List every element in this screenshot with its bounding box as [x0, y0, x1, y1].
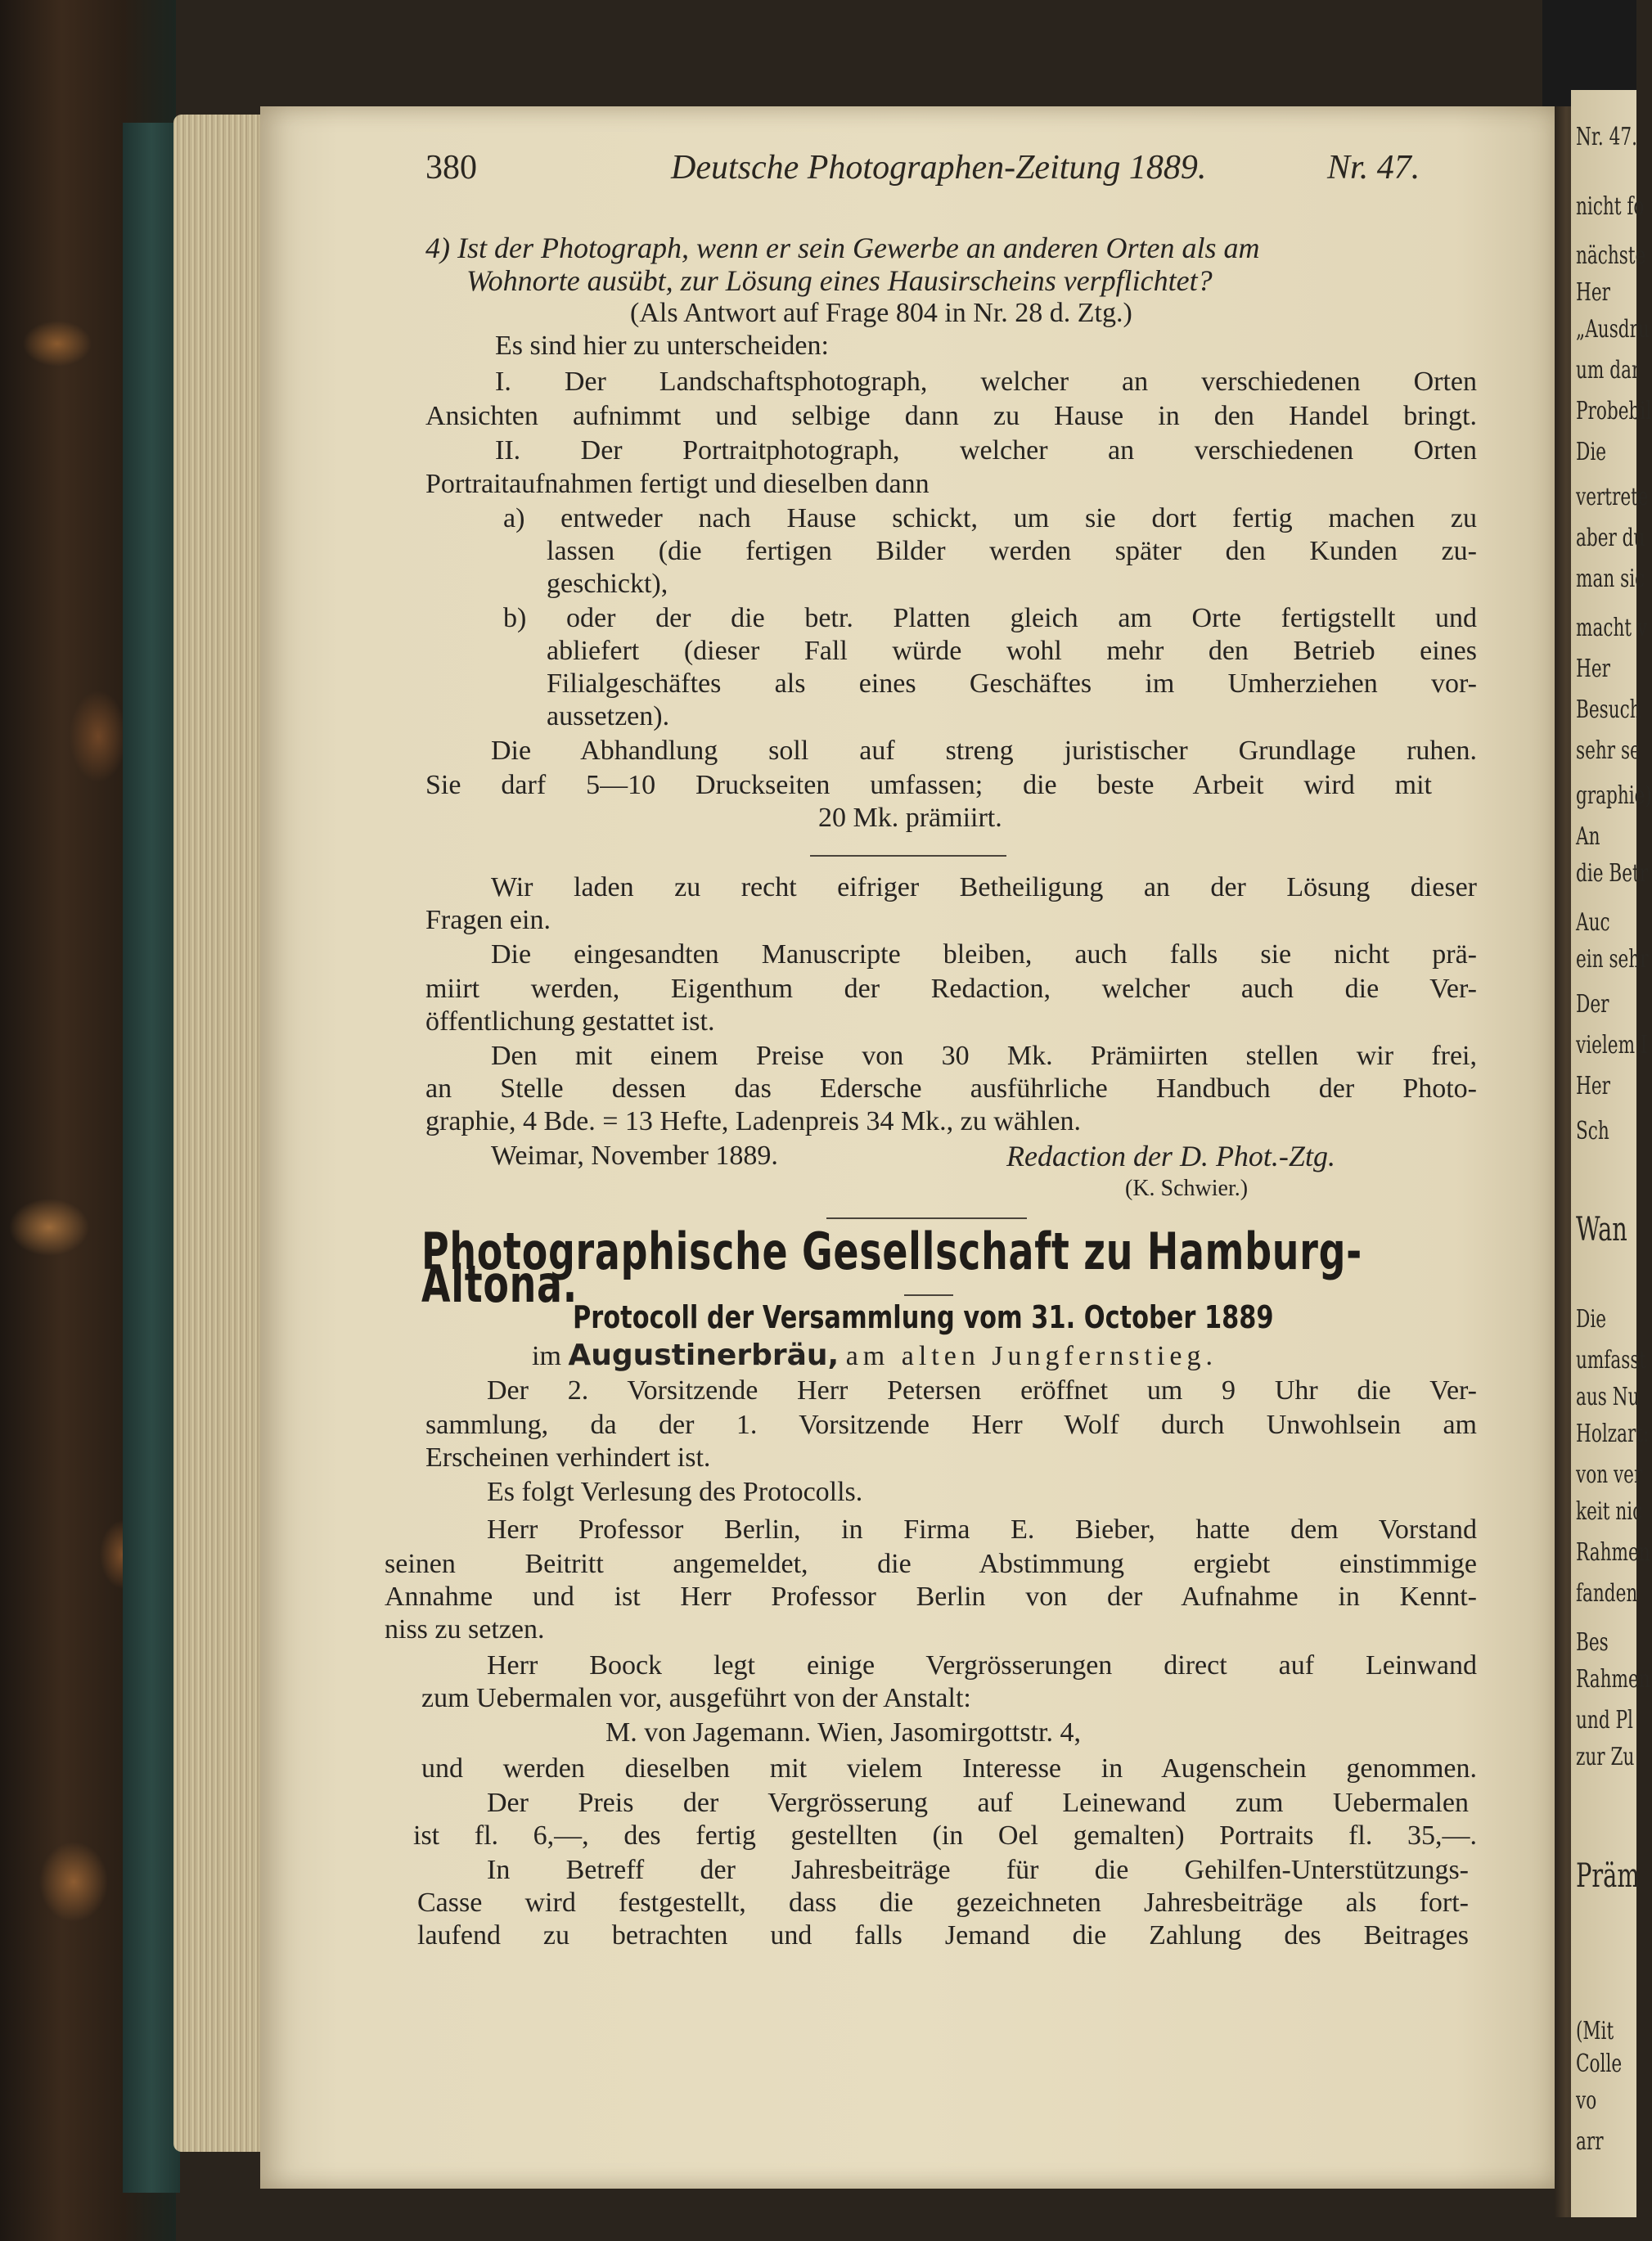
text-line: Erscheinen verhindert ist.	[425, 1442, 711, 1473]
answer-reference: (Als Antwort auf Frage 804 in Nr. 28 d. Ztg.)	[630, 298, 1132, 328]
text-line: lassen (die fertigen Bilder werden später den Kunden zu-	[547, 536, 1477, 566]
adjacent-page-text: Her	[1576, 655, 1610, 683]
adjacent-page-text: „Ausdru	[1576, 315, 1650, 344]
text-line: Herr Professor Berlin, in Firma E. Bieber, hatte dem Vorstand	[487, 1514, 1477, 1545]
page-number: 380	[425, 149, 477, 187]
text-line: Wir laden zu recht eifriger Betheiligung an der Lösung dieser	[491, 872, 1477, 902]
text-line: sammlung, da der 1. Vorsitzende Herr Wolf durch Unwohlsein am	[425, 1410, 1477, 1440]
text-line: aussetzen).	[547, 701, 670, 731]
address-line: M. von Jagemann. Wien, Jasomirgottstr. 4,	[605, 1717, 1082, 1748]
adjacent-page-fragment	[1571, 90, 1652, 2217]
adjacent-page-text: Holzart:	[1576, 1420, 1650, 1448]
text-line: Filialgeschäftes als eines Geschäftes im Umherziehen vor-	[547, 668, 1477, 699]
text-line: Die Abhandlung soll auf streng juristischer Grundlage ruhen.	[491, 736, 1477, 766]
adjacent-page-text: graphie)	[1576, 781, 1652, 810]
adjacent-page-text: Auc	[1576, 908, 1610, 937]
venue-line	[532, 1339, 1218, 1373]
adjacent-page-text: Colle	[1576, 2050, 1623, 2078]
text-line: Der Preis der Vergrösserung auf Leinewand zum Uebermalen	[487, 1788, 1469, 1818]
text-line: graphie, 4 Bde. = 13 Hefte, Ladenpreis 34 Mk., zu wählen.	[425, 1106, 1081, 1136]
adjacent-page-text: Rahmen	[1576, 1665, 1650, 1694]
text-line: Ansichten aufnimmt und selbige dann zu Hause in den Handel bringt.	[425, 401, 1477, 431]
signature: Redaction der D. Phot.-Ztg.	[1006, 1140, 1335, 1172]
text-line: niss zu setzen.	[385, 1614, 545, 1645]
text-line: Herr Boock legt einige Vergrösserungen direct auf Leinwand	[487, 1650, 1477, 1681]
adjacent-page-text: Rahmen	[1576, 1538, 1650, 1567]
section-divider	[826, 1217, 1027, 1219]
text-line: II. Der Portraitphotograph, welcher an verschiedenen Orten	[495, 435, 1477, 466]
adjacent-page-text: Bes	[1576, 1628, 1609, 1657]
text-line: Portraitaufnahmen fertigt und dieselben dann	[425, 469, 930, 499]
adjacent-page-text: fanden	[1576, 1579, 1638, 1608]
text-line: laufend zu betrachten und falls Jemand die Zahlung des Beitrages	[417, 1920, 1469, 1951]
text-line: und werden dieselben mit vielem Interesse in Augenschein genommen.	[421, 1753, 1477, 1784]
adjacent-page-text: Sch	[1576, 1117, 1609, 1145]
text-line: miirt werden, Eigenthum der Redaction, welcher auch die Ver-	[425, 974, 1477, 1004]
protocol-title: Protocoll der Versammlung vom 31. October 1889	[573, 1299, 1274, 1335]
adjacent-page-text: und Pl	[1576, 1706, 1633, 1735]
text-line: Annahme und ist Herr Professor Berlin von der Aufnahme in Kennt-	[385, 1582, 1477, 1612]
text-line: ist fl. 6,—, des fertig gestellten (in Oel gemalten) Portraits fl. 35,—.	[413, 1820, 1477, 1851]
place-date: Weimar, November 1889.	[491, 1141, 778, 1171]
signer: (K. Schwier.)	[1125, 1176, 1249, 1201]
title-rule	[904, 1294, 953, 1296]
text-line: Die eingesandten Manuscripte bleiben, auch falls sie nicht prä-	[491, 939, 1477, 970]
text-line: Es sind hier zu unterscheiden:	[495, 331, 829, 361]
text-line: Fragen ein.	[425, 905, 551, 935]
text-line: geschickt),	[547, 569, 668, 599]
adjacent-page-text: macht v	[1576, 614, 1648, 642]
adjacent-page-text: um dar	[1576, 356, 1641, 385]
text-line: Den mit einem Preise von 30 Mk. Prämiirten stellen wir frei,	[491, 1041, 1477, 1071]
adjacent-page-text: Her	[1576, 1072, 1610, 1100]
adjacent-page-text: umfasst	[1576, 1346, 1647, 1375]
text-line: an Stelle dessen das Edersche ausführliche Handbuch der Photo-	[425, 1073, 1477, 1104]
text-line: öffentlichung gestattet ist.	[425, 1006, 715, 1037]
text-line: Casse wird festgestellt, dass die gezeichneten Jahresbeiträge als fort-	[417, 1888, 1469, 1918]
adjacent-page-text: An	[1576, 822, 1600, 851]
page-edges	[173, 115, 272, 2152]
adjacent-page-text: von ver	[1576, 1460, 1643, 1489]
text-line: b) oder der die betr. Platten gleich am Orte fertigstellt und	[503, 603, 1477, 633]
adjacent-page-text: Die	[1576, 438, 1607, 466]
adjacent-page-text: sehr se	[1576, 736, 1641, 765]
adjacent-page-text: vielem I	[1576, 1031, 1648, 1060]
society-title: Photographische Gesellschaft zu Hamburg-Altona.	[421, 1222, 1362, 1314]
venue-prefix: im	[532, 1341, 561, 1371]
section-divider	[810, 855, 1006, 857]
text-line: Der 2. Vorsitzende Herr Petersen eröffnet um 9 Uhr die Ver-	[487, 1375, 1477, 1406]
adjacent-page-text: keit nic	[1576, 1497, 1643, 1526]
question-title-2: Wohnorte ausübt, zur Lösung eines Hausirscheins verpflichtet?	[466, 264, 1213, 297]
book-spine	[123, 123, 180, 2193]
adjacent-page-text: Her	[1576, 278, 1610, 307]
adjacent-page-text: Der	[1576, 990, 1609, 1019]
adjacent-page-text: nächste	[1576, 241, 1646, 270]
adjacent-page-text: Nr. 47.	[1576, 123, 1637, 151]
adjacent-page-text: zur Zu	[1576, 1743, 1635, 1771]
text-line: Sie darf 5—10 Druckseiten umfassen; die beste Arbeit wird mit	[425, 770, 1432, 800]
adjacent-page-text: Die	[1576, 1305, 1607, 1334]
prize-line: 20 Mk. prämiirt.	[818, 803, 1002, 833]
text-line: zum Uebermalen vor, ausgeführt von der Anstalt:	[421, 1683, 971, 1713]
adjacent-page-text: Präm	[1576, 1857, 1640, 1895]
question-title-1: 4) Ist der Photograph, wenn er sein Gewerbe an anderen Orten als am	[425, 232, 1260, 264]
adjacent-page-text: vo	[1576, 2086, 1597, 2115]
text-line: abliefert (dieser Fall würde wohl mehr den Betrieb eines	[547, 636, 1477, 666]
adjacent-page-text: ein sehr	[1576, 945, 1649, 974]
text-line: seinen Beitritt angemeldet, die Abstimmung ergiebt einstimmige	[385, 1549, 1477, 1579]
adjacent-page-text: die Betr	[1576, 859, 1649, 888]
adjacent-page-text: arr	[1576, 2127, 1604, 2156]
adjacent-page-text: vertrete	[1576, 483, 1649, 511]
text-line: a) entweder nach Hause schickt, um sie dort fertig machen zu	[503, 503, 1477, 533]
adjacent-page-text: Probebil	[1576, 397, 1652, 425]
adjacent-page-text: aus Nu	[1576, 1383, 1640, 1411]
venue-suffix: am alten Jungfernstieg.	[845, 1341, 1218, 1371]
adjacent-page-text: nicht fo	[1576, 192, 1645, 221]
adjacent-page-text: Besuch	[1576, 695, 1641, 724]
adjacent-page-text: aber du	[1576, 524, 1645, 552]
adjacent-page-text: man sic	[1576, 565, 1645, 593]
venue-name: Augustinerbräu,	[568, 1339, 840, 1372]
adjacent-page-text: (Mit	[1576, 2017, 1614, 2045]
journal-title: Deutsche Photographen-Zeitung 1889.	[671, 149, 1207, 187]
issue-number: Nr. 47.	[1327, 149, 1420, 187]
text-line: Es folgt Verlesung des Protocolls.	[487, 1477, 863, 1507]
text-line: I. Der Landschaftsphotograph, welcher an verschiedenen Orten	[495, 367, 1477, 397]
text-line: In Betreff der Jahresbeiträge für die Gehilfen-Unterstützungs-	[487, 1855, 1469, 1885]
adjacent-page-text: Wan	[1576, 1211, 1627, 1249]
